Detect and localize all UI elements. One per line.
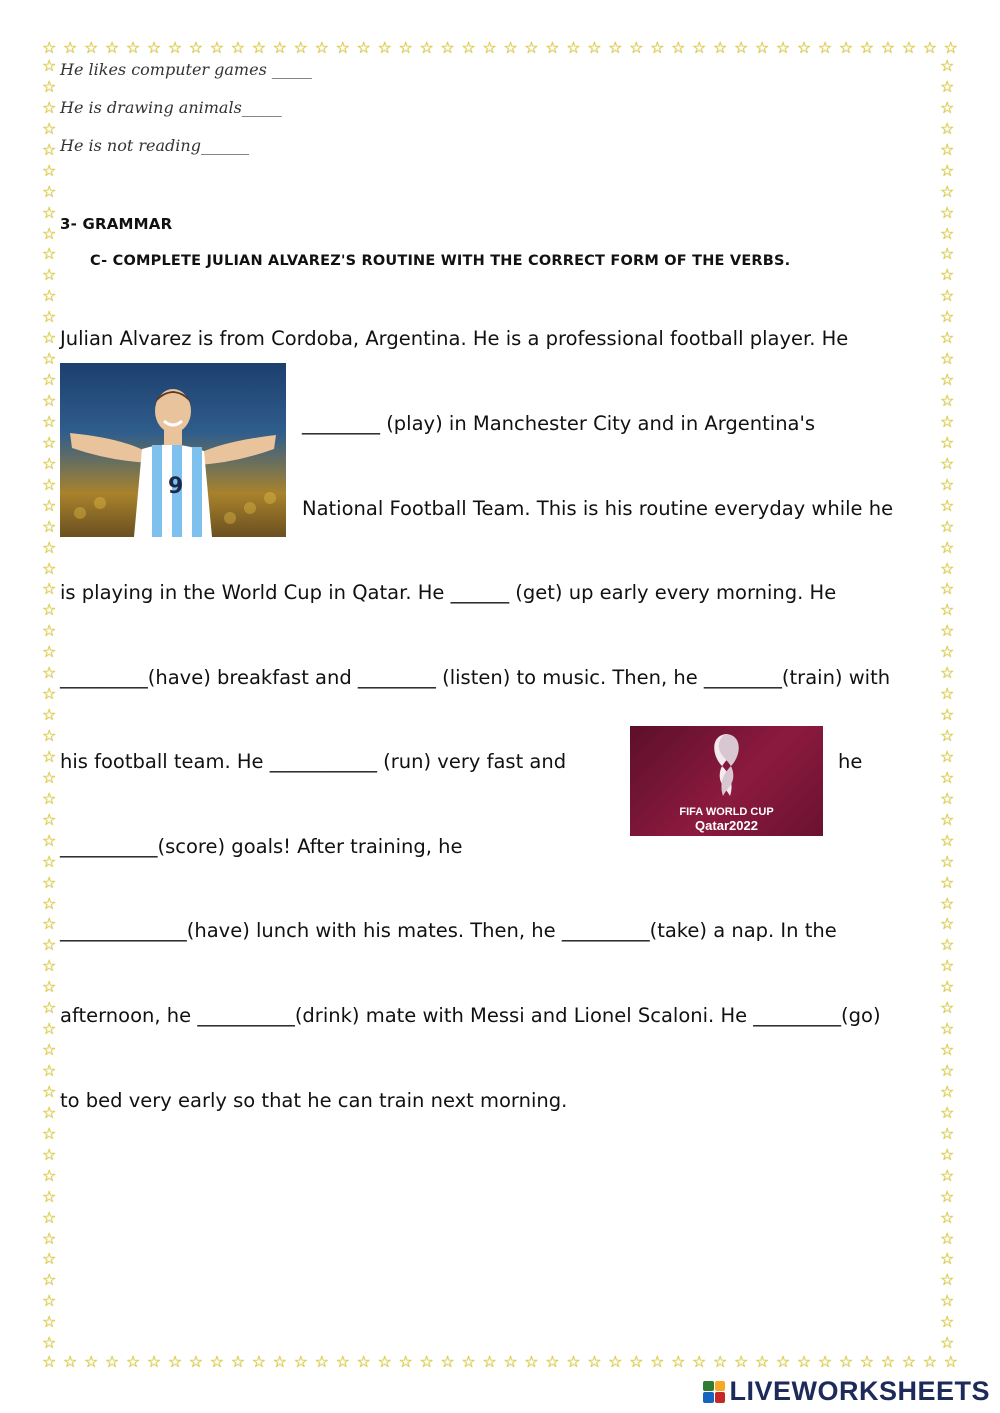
star-icon: ☆: [42, 1312, 57, 1332]
star-icon: ☆: [796, 38, 812, 57]
star-icon: ☆: [940, 1165, 955, 1185]
star-icon: ☆: [503, 1352, 518, 1371]
star-icon: ☆: [42, 1081, 57, 1101]
star-icon: ☆: [42, 1061, 57, 1080]
star-icon: ☆: [940, 139, 955, 159]
passage-line: Julian Alvarez is from Cordoba, Argentina. He is a professional football player. He: [60, 327, 849, 350]
star-icon: ☆: [940, 118, 955, 138]
star-icon: ☆: [940, 1102, 955, 1122]
star-icon: ☆: [42, 1019, 57, 1039]
star-icon: ☆: [42, 181, 57, 201]
star-icon: ☆: [671, 38, 686, 57]
star-icon: ☆: [42, 809, 57, 829]
star-icon: ☆: [251, 38, 267, 57]
passage-line: he: [838, 750, 863, 773]
star-icon: ☆: [880, 1352, 896, 1371]
star-icon: ☆: [940, 809, 955, 829]
star-icon: ☆: [545, 1352, 560, 1371]
star-icon: ☆: [42, 579, 57, 599]
star-icon: ☆: [940, 265, 955, 285]
star-icon: ☆: [42, 788, 57, 808]
star-icon: ☆: [817, 38, 833, 57]
star-icon: ☆: [42, 495, 57, 515]
star-icon: ☆: [940, 1186, 955, 1206]
star-icon: ☆: [461, 38, 476, 57]
star-icon: ☆: [272, 38, 287, 57]
star-icon: ☆: [940, 1040, 955, 1060]
star-icon: ☆: [922, 38, 938, 57]
star-icon: ☆: [838, 38, 854, 57]
star-icon: ☆: [940, 642, 955, 662]
star-icon: ☆: [272, 1352, 287, 1371]
star-icon: ☆: [461, 1352, 476, 1371]
star-icon: ☆: [42, 767, 57, 787]
star-icon: ☆: [940, 663, 955, 683]
star-icon: ☆: [42, 851, 57, 871]
star-icon: ☆: [42, 977, 57, 997]
star-icon: ☆: [901, 1352, 917, 1371]
star-icon: ☆: [42, 1207, 57, 1227]
star-icon: ☆: [42, 1165, 57, 1185]
star-icon: ☆: [42, 746, 57, 766]
star-icon: ☆: [42, 516, 57, 536]
star-icon: ☆: [83, 1352, 99, 1371]
star-icon: ☆: [42, 1144, 57, 1164]
star-icon: ☆: [419, 38, 434, 57]
star-icon: ☆: [398, 38, 413, 57]
star-icon: ☆: [940, 453, 955, 473]
section-title: 3- GRAMMAR: [60, 215, 173, 233]
svg-text:9: 9: [168, 474, 184, 499]
star-icon: ☆: [629, 1352, 644, 1371]
star-icon: ☆: [940, 391, 955, 410]
star-icon: ☆: [796, 1352, 812, 1371]
star-icon: ☆: [42, 286, 57, 306]
star-icon: ☆: [566, 1352, 581, 1371]
star-icon: ☆: [940, 726, 955, 745]
star-icon: ☆: [940, 370, 955, 390]
passage-line: __________(score) goals! After training, he: [60, 835, 463, 858]
brand-badge-icon: [703, 1381, 725, 1403]
star-icon: ☆: [42, 56, 57, 75]
star-icon: ☆: [251, 1352, 267, 1371]
star-icon: ☆: [940, 244, 955, 264]
star-icon: ☆: [42, 1186, 57, 1206]
star-icon: ☆: [42, 223, 57, 243]
star-icon: ☆: [42, 1123, 57, 1143]
passage-line: is playing in the World Cup in Qatar. He ______ (get) up early every morning. He: [60, 581, 837, 604]
star-icon: ☆: [42, 872, 57, 892]
star-icon: ☆: [940, 893, 955, 913]
star-icon: ☆: [482, 38, 497, 57]
star-icon: ☆: [230, 1352, 246, 1371]
star-icon: ☆: [42, 830, 57, 850]
passage-line: to bed very early so that he can train next morning.: [60, 1089, 568, 1112]
star-icon: ☆: [940, 1312, 955, 1332]
star-icon: ☆: [42, 642, 57, 662]
logo-line1: FIFA WORLD CUP: [679, 806, 774, 818]
passage-line: _____________(have) lunch with his mates. Then, he _________(take) a nap. In the: [60, 919, 837, 942]
star-icon: ☆: [587, 1352, 602, 1371]
star-icon: ☆: [940, 1291, 955, 1311]
star-border-bottom: [42, 1354, 958, 1370]
star-icon: ☆: [42, 600, 57, 620]
liveworksheets-logo: [703, 1376, 990, 1407]
star-icon: ☆: [377, 1352, 392, 1371]
star-icon: ☆: [356, 1352, 371, 1371]
star-icon: ☆: [42, 118, 57, 138]
star-icon: ☆: [940, 1333, 955, 1353]
star-icon: ☆: [335, 38, 350, 57]
star-icon: ☆: [940, 851, 955, 871]
star-icon: ☆: [940, 1249, 955, 1269]
star-icon: ☆: [42, 914, 57, 934]
star-icon: ☆: [188, 1352, 204, 1371]
football-player-illustration: [60, 363, 286, 537]
star-icon: ☆: [587, 38, 602, 57]
logo-line2: Qatar2022: [695, 818, 758, 833]
star-icon: ☆: [940, 956, 955, 976]
star-icon: ☆: [62, 38, 78, 57]
star-icon: ☆: [940, 286, 955, 306]
star-icon: ☆: [940, 1144, 955, 1164]
star-icon: ☆: [940, 684, 955, 704]
star-icon: ☆: [42, 244, 57, 264]
star-icon: ☆: [940, 1081, 955, 1101]
star-icon: ☆: [817, 1352, 833, 1371]
star-icon: ☆: [104, 38, 120, 57]
star-icon: ☆: [940, 76, 955, 96]
star-icon: ☆: [901, 38, 917, 57]
star-icon: ☆: [524, 38, 539, 57]
star-icon: ☆: [42, 684, 57, 704]
star-icon: ☆: [940, 328, 955, 348]
passage-line: _________(have) breakfast and ________ (listen) to music. Then, he ________(train) with: [60, 666, 891, 689]
star-icon: ☆: [775, 38, 791, 57]
star-icon: ☆: [335, 1352, 350, 1371]
star-icon: ☆: [314, 1352, 329, 1371]
star-icon: ☆: [940, 1019, 955, 1039]
section-instruction: C- COMPLETE JULIAN ALVAREZ'S ROUTINE WITH THE CORRECT FORM OF THE VERBS.: [90, 253, 791, 269]
star-icon: ☆: [503, 38, 518, 57]
star-icon: ☆: [940, 977, 955, 997]
star-icon: ☆: [42, 453, 57, 473]
star-icon: ☆: [943, 1352, 958, 1371]
star-icon: ☆: [943, 38, 958, 57]
star-icon: ☆: [940, 307, 955, 327]
star-icon: ☆: [440, 38, 455, 57]
star-icon: ☆: [42, 1352, 57, 1371]
star-icon: ☆: [940, 830, 955, 850]
star-icon: ☆: [188, 38, 204, 57]
star-icon: ☆: [940, 705, 955, 725]
star-icon: ☆: [713, 1352, 728, 1371]
star-icon: ☆: [83, 38, 99, 57]
star-icon: ☆: [733, 1352, 749, 1371]
star-icon: ☆: [524, 1352, 539, 1371]
star-icon: ☆: [356, 38, 371, 57]
star-icon: ☆: [608, 38, 623, 57]
star-icon: ☆: [940, 202, 955, 222]
player-photo: [60, 363, 286, 537]
star-icon: ☆: [940, 1228, 955, 1248]
star-icon: ☆: [104, 1352, 120, 1371]
star-icon: ☆: [440, 1352, 455, 1371]
star-icon: ☆: [940, 411, 955, 431]
star-icon: ☆: [940, 160, 955, 180]
star-icon: ☆: [692, 1352, 707, 1371]
star-icon: ☆: [940, 788, 955, 808]
star-icon: ☆: [377, 38, 392, 57]
star-icon: ☆: [42, 1333, 57, 1353]
star-icon: ☆: [608, 1352, 623, 1371]
star-icon: ☆: [42, 1040, 57, 1060]
star-icon: ☆: [42, 391, 57, 410]
star-border-left: [42, 58, 56, 1352]
star-icon: ☆: [42, 160, 57, 180]
star-icon: ☆: [671, 1352, 686, 1371]
star-icon: ☆: [880, 38, 896, 57]
star-icon: ☆: [209, 1352, 225, 1371]
star-icon: ☆: [940, 746, 955, 766]
exercise-line: He is not reading______: [60, 136, 249, 155]
star-icon: ☆: [42, 1270, 57, 1290]
star-icon: ☆: [940, 516, 955, 536]
star-icon: ☆: [42, 139, 57, 159]
star-icon: ☆: [42, 621, 57, 641]
star-icon: ☆: [42, 705, 57, 725]
star-icon: ☆: [940, 558, 955, 578]
star-icon: ☆: [940, 432, 955, 452]
star-icon: ☆: [859, 38, 875, 57]
star-icon: ☆: [940, 998, 955, 1018]
star-icon: ☆: [146, 38, 162, 57]
star-icon: ☆: [940, 223, 955, 243]
star-icon: ☆: [42, 893, 57, 913]
star-icon: ☆: [940, 872, 955, 892]
star-icon: ☆: [42, 474, 57, 494]
star-icon: ☆: [940, 349, 955, 369]
star-icon: ☆: [62, 1352, 78, 1371]
star-icon: ☆: [754, 1352, 770, 1371]
star-icon: ☆: [940, 1123, 955, 1143]
star-icon: ☆: [42, 935, 57, 955]
star-icon: ☆: [167, 1352, 183, 1371]
star-icon: ☆: [940, 495, 955, 515]
star-icon: ☆: [940, 474, 955, 494]
star-icon: ☆: [650, 1352, 665, 1371]
star-icon: ☆: [42, 1249, 57, 1269]
star-icon: ☆: [398, 1352, 413, 1371]
star-icon: ☆: [42, 38, 57, 57]
star-icon: ☆: [940, 579, 955, 599]
brand-name: LIVEWORKSHEETS: [729, 1376, 990, 1406]
star-icon: ☆: [754, 38, 770, 57]
star-icon: ☆: [42, 726, 57, 745]
star-icon: ☆: [42, 558, 57, 578]
star-icon: ☆: [775, 1352, 791, 1371]
star-border-right: [940, 58, 954, 1352]
star-icon: ☆: [940, 537, 955, 557]
star-icon: ☆: [42, 663, 57, 683]
exercise-line: He is drawing animals_____: [60, 98, 282, 117]
star-icon: ☆: [940, 1270, 955, 1290]
star-icon: ☆: [42, 328, 57, 348]
star-icon: ☆: [42, 202, 57, 222]
exercise-line: He likes computer games _____: [60, 60, 312, 79]
star-icon: ☆: [42, 97, 57, 117]
star-icon: ☆: [713, 38, 728, 57]
star-icon: ☆: [733, 38, 749, 57]
star-icon: ☆: [859, 1352, 875, 1371]
passage-line: his football team. He ___________ (run) very fast and: [60, 750, 567, 773]
star-icon: ☆: [650, 38, 665, 57]
star-icon: ☆: [419, 1352, 434, 1371]
star-icon: ☆: [293, 38, 308, 57]
star-icon: ☆: [940, 97, 955, 117]
star-icon: ☆: [838, 1352, 854, 1371]
star-icon: ☆: [42, 998, 57, 1018]
star-icon: ☆: [42, 370, 57, 390]
star-icon: ☆: [940, 181, 955, 201]
passage-line: afternoon, he __________(drink) mate with Messi and Lionel Scaloni. He _________(go): [60, 1004, 881, 1027]
star-icon: ☆: [940, 1207, 955, 1227]
star-icon: ☆: [42, 1102, 57, 1122]
star-icon: ☆: [42, 432, 57, 452]
star-icon: ☆: [125, 38, 141, 57]
star-icon: ☆: [42, 349, 57, 369]
star-icon: ☆: [146, 1352, 162, 1371]
star-icon: ☆: [940, 600, 955, 620]
star-icon: ☆: [293, 1352, 308, 1371]
star-icon: ☆: [230, 38, 246, 57]
star-icon: ☆: [42, 956, 57, 976]
star-border-top: [42, 40, 958, 56]
star-icon: ☆: [209, 38, 225, 57]
star-icon: ☆: [42, 1291, 57, 1311]
star-icon: ☆: [692, 38, 707, 57]
star-icon: ☆: [629, 38, 644, 57]
star-icon: ☆: [940, 914, 955, 934]
star-icon: ☆: [940, 935, 955, 955]
star-icon: ☆: [42, 1228, 57, 1248]
star-icon: ☆: [314, 38, 329, 57]
star-icon: ☆: [922, 1352, 938, 1371]
star-icon: ☆: [167, 38, 183, 57]
star-icon: ☆: [42, 76, 57, 96]
star-icon: ☆: [566, 38, 581, 57]
star-icon: ☆: [940, 621, 955, 641]
passage-line: National Football Team. This is his routine everyday while he: [302, 497, 894, 520]
star-icon: ☆: [42, 307, 57, 327]
star-icon: ☆: [545, 38, 560, 57]
passage-line: ________ (play) in Manchester City and in Argentina's: [302, 412, 816, 435]
star-icon: ☆: [940, 56, 955, 75]
star-icon: ☆: [42, 265, 57, 285]
star-icon: ☆: [940, 1061, 955, 1080]
star-icon: ☆: [42, 537, 57, 557]
star-icon: ☆: [940, 767, 955, 787]
star-icon: ☆: [125, 1352, 141, 1371]
world-cup-logo: [630, 726, 823, 836]
star-icon: ☆: [482, 1352, 497, 1371]
star-icon: ☆: [42, 411, 57, 431]
